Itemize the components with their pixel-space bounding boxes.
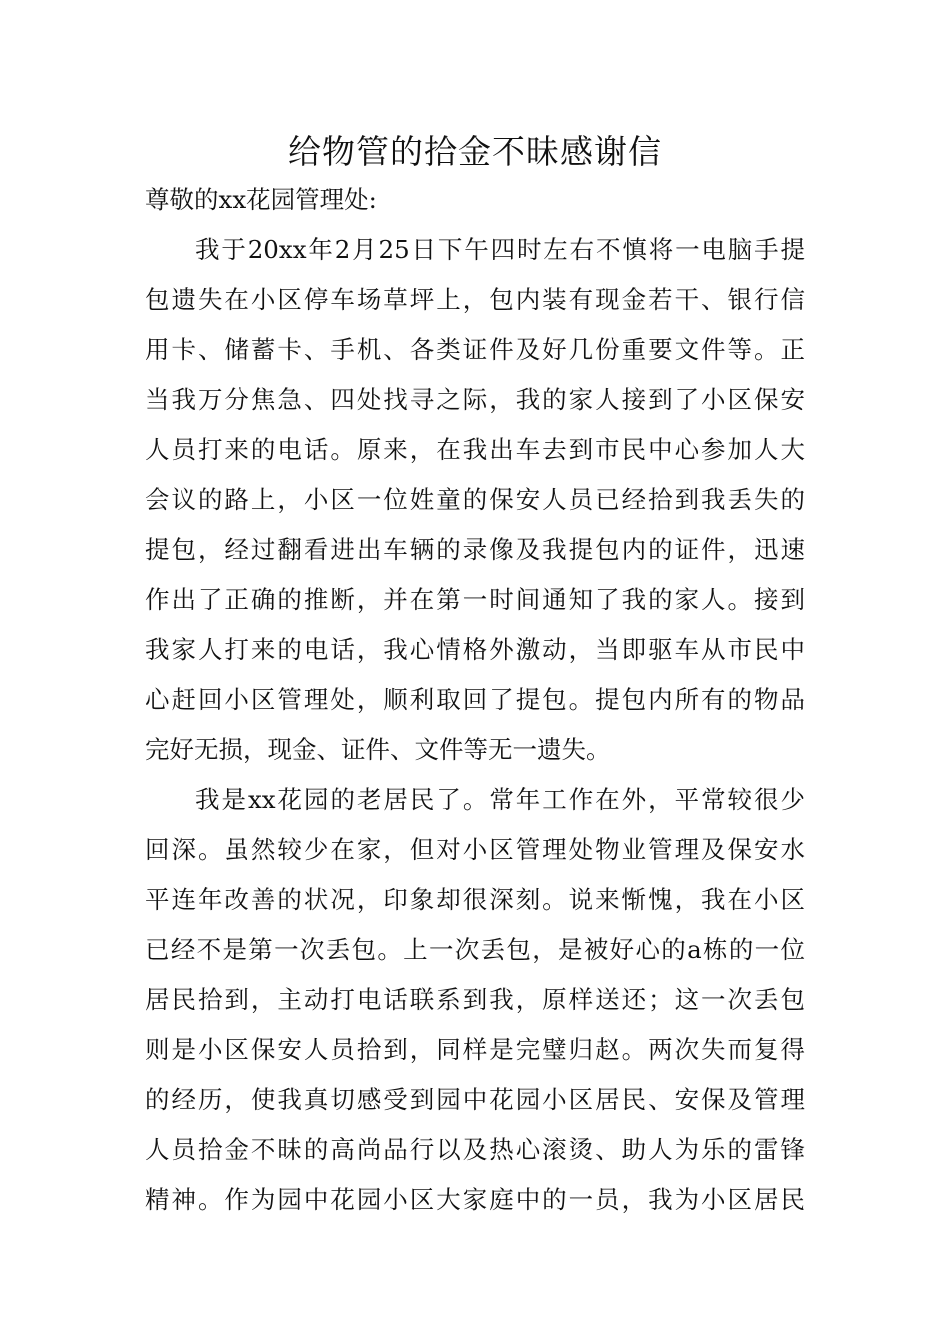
paragraph-line: 当我万分焦急、四处找寻之际，我的家人接到了小区保安: [145, 385, 805, 414]
document-title: 给物管的拾金不昧感谢信: [288, 132, 662, 171]
paragraph-line: 用卡、储蓄卡、手机、各类证件及好几份重要文件等。正: [145, 335, 805, 364]
paragraph-line: 提包，经过翻看进出车辆的录像及我提包内的证件，迅速: [145, 535, 805, 564]
paragraph-line: 精神。作为园中花园小区大家庭中的一员，我为小区居民: [145, 1185, 805, 1214]
paragraph-line: 则是小区保安人员拾到，同样是完璧归赵。两次失而复得: [145, 1035, 805, 1064]
paragraph-line: 平连年改善的状况，印象却很深刻。说来惭愧，我在小区: [145, 885, 805, 914]
paragraph-line: 包遗失在小区停车场草坪上，包内装有现金若干、银行信: [145, 285, 805, 314]
paragraph-line: 心赶回小区管理处，顺利取回了提包。提包内所有的物品: [145, 685, 805, 714]
paragraph-line: 我于20xx年2月25日下午四时左右不慎将一电脑手提: [195, 235, 805, 264]
paragraph-line: 回深。虽然较少在家，但对小区管理处物业管理及保安水: [145, 835, 805, 864]
paragraph-line: 我家人打来的电话，我心情格外激动，当即驱车从市民中: [145, 635, 805, 664]
paragraph-line: 人员拾金不昧的高尚品行以及热心滚烫、助人为乐的雷锋: [145, 1135, 805, 1164]
paragraph-line: 的经历，使我真切感受到园中花园小区居民、安保及管理: [145, 1085, 805, 1114]
paragraph-line: 会议的路上，小区一位姓童的保安人员已经拾到我丢失的: [145, 485, 805, 514]
paragraph-line: 人员打来的电话。原来，在我出车去到市民中心参加人大: [145, 435, 805, 464]
paragraph-line: 居民拾到，主动打电话联系到我，原样送还；这一次丢包: [145, 985, 805, 1014]
paragraph-line: 已经不是第一次丢包。上一次丢包，是被好心的a栋的一位: [145, 935, 805, 964]
paragraph-line: 完好无损，现金、证件、文件等无一遗失。: [145, 735, 611, 764]
paragraph-line: 我是xx花园的老居民了。常年工作在外，平常较很少: [195, 785, 805, 814]
paragraph-line: 作出了正确的推断，并在第一时间通知了我的家人。接到: [145, 585, 805, 614]
salutation: 尊敬的xx花园管理处:: [145, 185, 377, 214]
